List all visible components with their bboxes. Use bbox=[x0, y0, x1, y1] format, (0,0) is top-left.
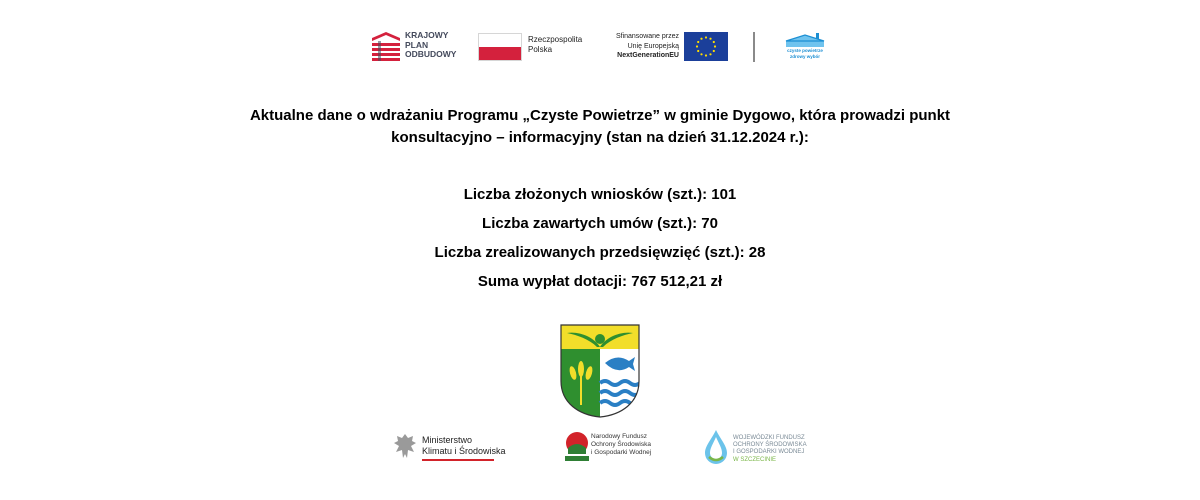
water-drop-icon bbox=[703, 429, 729, 465]
nfosigw-wordmark: Narodowy Fundusz Ochrony Środowiska i Gospodarki Wodnej bbox=[591, 433, 652, 456]
ministry-climate-logo bbox=[392, 431, 506, 463]
kpo-wordmark: KRAJOWY PLAN ODBUDOWY bbox=[405, 30, 457, 59]
dygowo-coat-of-arms-icon bbox=[559, 323, 641, 419]
kpo-logo bbox=[372, 30, 464, 64]
nfosigw-emblem-icon bbox=[565, 430, 589, 464]
headline-line-1: Aktualne dane o wdrażaniu Programu „Czyste Powietrze” w gminie Dygowo, która prowadzi punkt bbox=[249, 107, 951, 124]
czyste-powietrze-logo bbox=[782, 33, 828, 63]
ministry-red-line bbox=[422, 459, 494, 461]
ministry-wordmark: Ministerstwo Klimatu i Środowiska bbox=[422, 435, 506, 456]
wfosigw-logo bbox=[703, 429, 821, 467]
kpo-stripes-icon bbox=[372, 32, 400, 62]
polish-flag-icon bbox=[478, 33, 522, 61]
headline-line-2: konsultacyjno – informacyjny (stan na dzień 31.12.2024 r.): bbox=[391, 129, 809, 146]
eu-funding-text: Sfinansowane przez Unię Europejską NextGenerationEU bbox=[615, 33, 679, 59]
stat-payments: Suma wypłat dotacji: 767 512,21 zł bbox=[477, 273, 723, 290]
eu-flag-icon bbox=[684, 32, 728, 61]
rzeczpospolita-wordmark: Rzeczpospolita Polska bbox=[528, 35, 583, 54]
headline bbox=[230, 105, 970, 149]
logo-separator bbox=[753, 32, 755, 62]
eu-funding-logo bbox=[602, 31, 728, 63]
czyste-powietrze-wordmark: czyste powietrze zdrowy wybór bbox=[787, 48, 823, 59]
rzeczpospolita-logo bbox=[478, 31, 588, 63]
stat-applications: Liczba złożonych wniosków (szt.): 101 bbox=[463, 186, 737, 203]
stat-contracts: Liczba zawartych umów (szt.): 70 bbox=[482, 215, 718, 232]
wfosigw-wordmark: WOJEWÓDZKI FUNDUSZ OCHRONY ŚRODOWISKA I GOSPODARKI WODNEJ W SZCZECINIE bbox=[733, 435, 807, 463]
house-icon bbox=[782, 33, 828, 49]
nfosigw-logo bbox=[565, 430, 660, 464]
stat-projects: Liczba zrealizowanych przedsięwzięć (szt.): 28 bbox=[434, 244, 766, 261]
polish-eagle-icon bbox=[392, 432, 418, 462]
